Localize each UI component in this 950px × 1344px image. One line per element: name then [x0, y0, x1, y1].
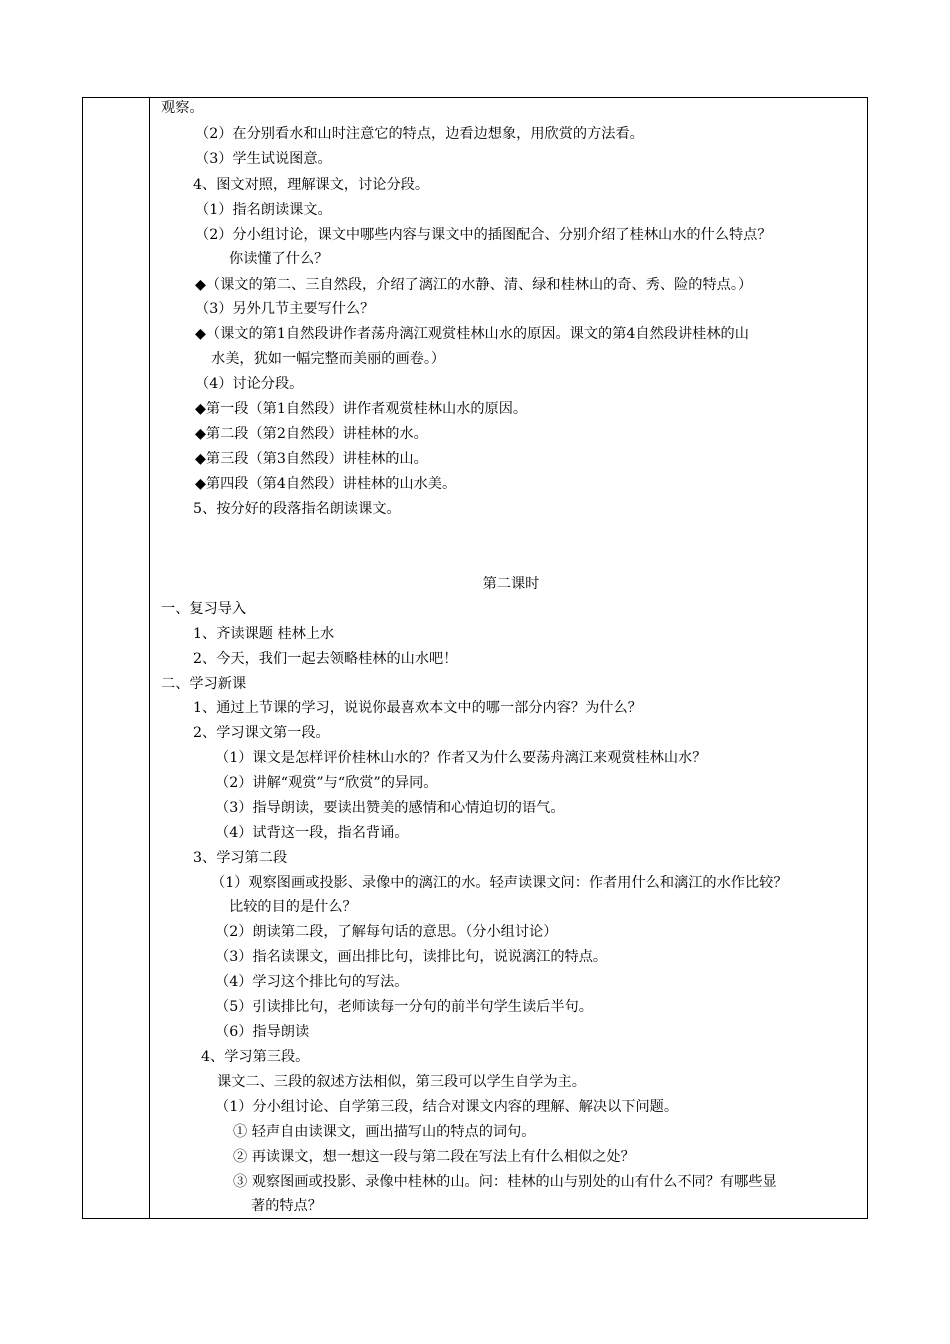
text-line: （2）讲解“观赏”与“欣赏”的异同。 [215, 775, 438, 791]
text-line: ◆第四段（第4自然段）讲桂林的山水美。 [195, 476, 457, 492]
text-line: 二、学习新课 [161, 676, 247, 692]
text-line: 2、学习课文第一段。 [193, 725, 330, 741]
text-line: （2）在分别看水和山时注意它的特点，边看边想象，用欣赏的方法看。 [195, 126, 644, 142]
text-line: （3）指导朗读，要读出赞美的感情和心情迫切的语气。 [215, 800, 565, 816]
text-line: 著的特点？ [251, 1198, 322, 1214]
text-line: （1）课文是怎样评价桂林山水的？作者又为什么要荡舟漓江来观赏桂林山水？ [215, 750, 707, 766]
text-line: 观察。 [161, 100, 204, 116]
text-line: ③ 观察图画或投影、录像中桂林的山。问：桂林的山与别处的山有什么不同？有哪些显 [233, 1174, 777, 1190]
text-line: 4、图文对照，理解课文，讨论分段。 [193, 177, 430, 193]
text-line: 4、学习第三段。 [201, 1049, 310, 1065]
text-line: （1）分小组讨论、自学第三段，结合对课文内容的理解、解决以下问题。 [215, 1099, 679, 1115]
text-line: （5）引读排比句，老师读每一分句的前半句学生读后半句。 [215, 999, 593, 1015]
text-line: ◆第二段（第2自然段）讲桂林的水。 [195, 426, 428, 442]
text-line: （6）指导朗读 [215, 1024, 310, 1040]
text-line: （4）学习这个排比句的写法。 [215, 974, 409, 990]
text-line: ① 轻声自由读课文，画出描写山的特点的词句。 [233, 1124, 536, 1140]
text-line: ② 再读课文，想一想这一段与第二段在写法上有什么相似之处？ [233, 1149, 635, 1165]
text-line: （4）讨论分段。 [195, 376, 304, 392]
text-line: （3）另外几节主要写什么？ [195, 301, 375, 317]
text-line: 课文二、三段的叙述方法相似，第三段可以学生自学为主。 [217, 1074, 586, 1090]
text-line: （1）指名朗读课文。 [195, 202, 332, 218]
text-line: ◆第一段（第1自然段）讲作者观赏桂林山水的原因。 [195, 401, 528, 417]
lesson-plan-table [82, 97, 868, 1219]
text-line: 水美，犹如一幅完整而美丽的画卷。） [211, 351, 446, 367]
text-line: 1、齐读课题 桂林上水 [193, 626, 335, 642]
text-line: （2）朗读第二段，了解每句话的意思。（分小组讨论） [215, 924, 558, 940]
text-line: （3）学生试说图意。 [195, 151, 332, 167]
text-line: （1）观察图画或投影、录像中的漓江的水。轻声读课文问：作者用什么和漓江的水作比较？ [211, 875, 788, 891]
text-line: 1、通过上节课的学习，说说你最喜欢本文中的哪一部分内容？为什么？ [193, 700, 642, 716]
text-line: 一、复习导入 [161, 601, 247, 617]
section-heading: 第二课时 [482, 576, 540, 592]
text-line: 5、按分好的段落指名朗读课文。 [193, 501, 401, 517]
text-line: 2、今天，我们一起去领略桂林的山水吧！ [193, 651, 458, 667]
text-line: （3）指名读课文，画出排比句，读排比句，说说漓江的特点。 [215, 949, 608, 965]
text-line: 3、学习第二段 [193, 850, 288, 866]
text-line: ◆（课文的第二、三自然段，介绍了漓江的水静、清、绿和桂林山的奇、秀、险的特点。） [195, 277, 753, 293]
table-left-column [83, 98, 150, 1218]
text-line: 你读懂了什么？ [229, 251, 329, 267]
text-line: （2）分小组讨论，课文中哪些内容与课文中的插图配合、分别介绍了桂林山水的什么特点？ [195, 227, 772, 243]
text-line: （4）试背这一段，指名背诵。 [215, 825, 409, 841]
text-line: 比较的目的是什么？ [229, 899, 357, 915]
text-line: ◆（课文的第1自然段讲作者荡舟漓江观赏桂林山水的原因。课文的第4自然段讲桂林的山 [195, 326, 749, 342]
text-line: ◆第三段（第3自然段）讲桂林的山。 [195, 451, 428, 467]
